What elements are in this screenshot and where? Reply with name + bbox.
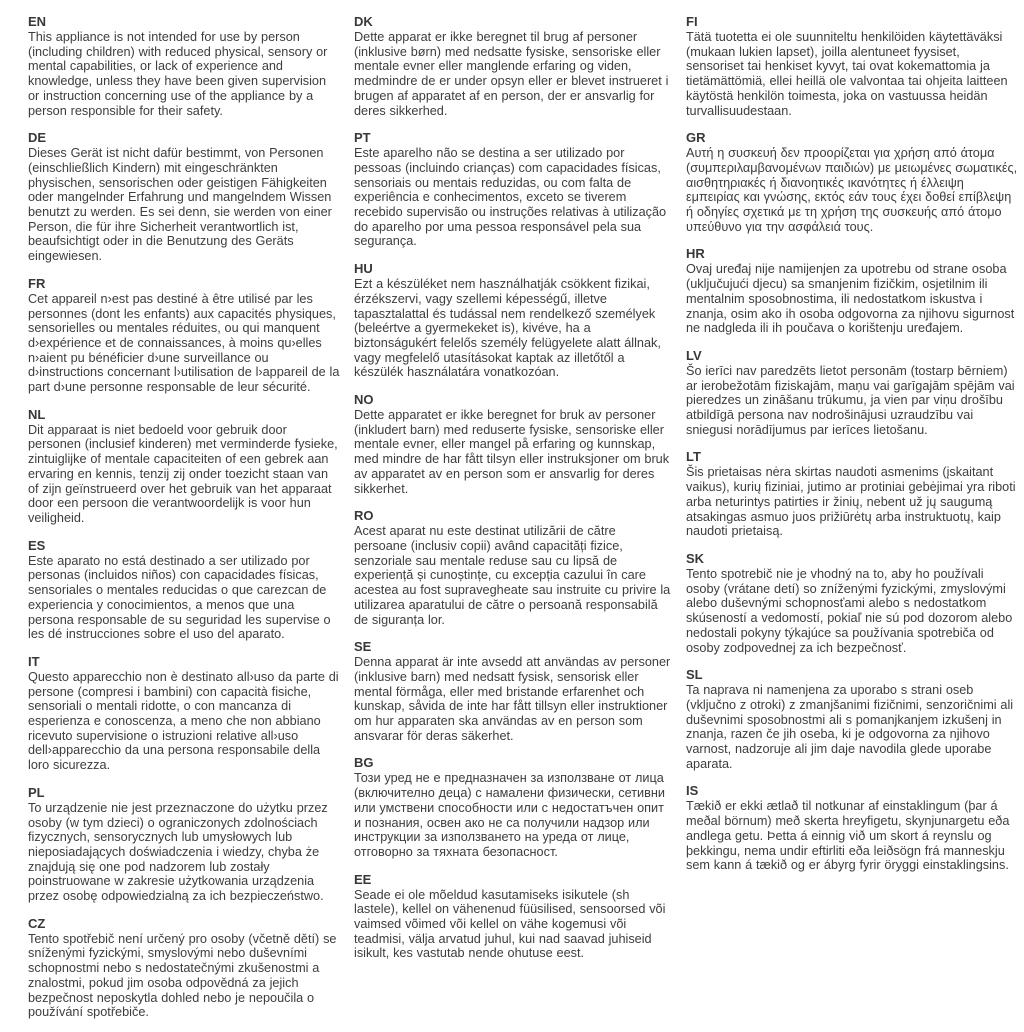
lang-text-sl: Ta naprava ni namenjena za uporabo s strani oseb (vključno z otroki) z zmanjšanimi fizičnimi, senzoričnimi ali duševnimi sposobnostmi ali s pomanjkanjem izkušenj in znanja, razen če jih oseba, ki je odgovorna za njihovo varnost, nadzoruje ali jim daje navodila glede uporabe aparata.: [686, 683, 1014, 771]
lang-text-it: Questo apparecchio non è destinato all›uso da parte di persone (compresi i bambini) con capacità fisiche, sensoriali o mentali ridotte, o con mancanza di esperienza e conoscenza, a meno che non abbiano ricevuto supervisione o istruzioni relative all›uso dell›apparecchio da una persona responsabile della loro sicurezza.: [28, 669, 339, 773]
column-3: [686, 14, 1018, 1032]
lang-text-en: This appliance is not intended for use by person (including children) with reduced physical, sensory or mental capabilities, or lack of experience and knowledge, unless they have been given supervision or instruction concerning use of the appliance by a person responsible for their safety.: [28, 30, 328, 118]
lang-code-se: SE: [354, 639, 372, 655]
lang-code-hr: HR: [686, 246, 705, 262]
lang-code-ee: EE: [354, 871, 372, 887]
lang-code-cz: CZ: [28, 915, 46, 931]
section-ee: [354, 872, 672, 962]
lang-text-ro: Acest aparat nu este destinat utilizării de către persoane (inclusiv copii) având capacități fizice, senzoriale sau mentale reduse sau cu lipsă de experiență și cunoștințe, cu excepția cazului în care acestea au fost supravegheate sau instruite cu privire la utilizarea aparatului de către o persoană responsabilă de siguranța lor.: [354, 524, 671, 627]
lang-text-dk: Dette apparat er ikke beregnet til brug af personer (inklusive børn) med nedsatte fysiske, sensoriske eller mentale evner eller manglende erfaring og viden, medmindre de er under opsyn eller er blevet instrueret i brugen af apparatet af en person, der er ansvarlig for deres sikkerhed.: [354, 30, 669, 118]
lang-code-dk: DK: [354, 14, 373, 29]
column-1: [28, 14, 340, 1032]
section-no: [354, 392, 672, 496]
lang-text-pt: Este aparelho não se destina a ser utilizado por pessoas (incluindo crianças) com capacidades físicas, sensoriais ou mentais reduzidas, ou com falta de experiência e conhecimentos, exceto se tiverem recebido supervisão ou instruções relativas à utilização do aparelho por uma pessoa responsável pela sua segurança.: [354, 146, 667, 249]
section-pt: [354, 130, 672, 249]
lang-code-ro: RO: [354, 508, 374, 524]
lang-text-is: Tækið er ekki ætlað til notkunar af einstaklingum (þar á meðal börnum) með skerta hreyfigetu, skynjunargetu eða andlega getu. Þetta á einnig við um skort á reynslu og þekkingu, nema undir eftirliti eða leiðsögn frá manneskju sem kann á tækið og er ábyrg fyrir öryggi einstaklingsins.: [686, 799, 1010, 873]
lang-code-is: IS: [686, 783, 699, 799]
lang-text-bg: Този уред не е предназначен за използване от лица (включително деца) с намалени физически, сетивни или умствени способности или с недостатъчен опит и познания, освен ако не са получили надзор или инструкции за използването на уреда от лице, отговорно за тяхната безопасност.: [354, 771, 665, 859]
section-ro: [354, 508, 672, 627]
lang-code-hu: HU: [354, 261, 373, 277]
lang-code-nl: NL: [28, 406, 46, 422]
section-se: [354, 639, 672, 743]
lang-code-pl: PL: [28, 784, 45, 800]
lang-code-gr: GR: [686, 130, 706, 146]
lang-code-en: EN: [28, 14, 47, 29]
section-dk: [354, 14, 672, 118]
lang-text-nl: Dit apparaat is niet bedoeld voor gebruik door personen (inclusief kinderen) met verminderde fysieke, zintuiglijke of mentale capaciteiten of een gebrek aan ervaring en kennis, tenzij zij onder toezicht staan van of zijn geïnstrueerd over het gebruik van het apparaat door een persoon die verantwoordelijk is voor hun veiligheid.: [28, 422, 338, 525]
lang-code-sl: SL: [686, 667, 703, 683]
lang-text-es: Este aparato no está destinado a ser utilizado por personas (incluidos niños) con capacidades físicas, sensoriales o mentales reducidas o que carezcan de experiencia y conocimientos, a menos que una persona responsable de su seguridad les supervise o les dé instrucciones sobre el uso del aparato.: [28, 553, 331, 642]
lang-text-no: Dette apparatet er ikke beregnet for bruk av personer (inkludert barn) med reduserte fysiske, sensoriske eller mentale evner, eller mangel på erfaring og kunnskap, med mindre de har fått tilsyn eller instruksjoner om bruk av apparatet av en person som er ansvarlig for deres sikkerhet.: [354, 408, 670, 496]
section-de: [28, 130, 340, 264]
lang-code-lv: LV: [686, 347, 702, 363]
lang-text-de: Dieses Gerät ist nicht dafür bestimmt, von Personen (einschließlich Kindern) mit eingeschränkten physischen, sensorischen oder geistigen Fähigkeiten oder mangelnder Erfahrung und mangelndem Wissen benutzt zu werden. Es sei denn, sie werden von einer Person, die für ihre Sicherheit verantwortlich ist, beaufsichtigt oder in die Benutzung des Geräts eingewiesen.: [28, 146, 332, 264]
lang-code-de: DE: [28, 130, 47, 146]
section-gr: [686, 130, 1018, 234]
section-cz: [28, 916, 340, 1020]
lang-code-lt: LT: [686, 449, 701, 465]
section-en: [28, 14, 340, 118]
lang-text-ee: Seade ei ole mõeldud kasutamiseks isikutele (sh lastele), kellel on vähenenud füüsilised, sensoorsed või vaimsed võimed või kellel on vähe kogemusi või teadmisi, välja arvatud juhul, kui nad saavad juhiseid isikult, kes vastutab nende ohutuse eest.: [354, 887, 666, 961]
section-bg: [354, 755, 672, 859]
section-fi: [686, 14, 1018, 118]
lang-code-sk: SK: [686, 550, 705, 566]
section-nl: [28, 407, 340, 526]
section-lt: [686, 449, 1018, 539]
lang-text-lt: Šis prietaisas nėra skirtas naudoti asmenims (įskaitant vaikus), kurių fiziniai, jutimo ar protiniai gebėjimai yra riboti arba neturintys patirties ir žinių, nebent už jų saugumą atsakingas asmuo juos prižiūrėtų arba instruktuotų, kaip naudoti prietaisą.: [686, 465, 1016, 539]
lang-code-es: ES: [28, 537, 46, 553]
section-it: [28, 654, 340, 773]
lang-code-fi: FI: [686, 14, 698, 29]
lang-code-pt: PT: [354, 130, 371, 146]
lang-text-hr: Ovaj uređaj nije namijenjen za upotrebu od strane osoba (uključujući djecu) sa smanjenim fizičkim, osjetilnim ili mentalnim sposobnostima, ili nedostatkom iskustva i znanja, osim ako ih osoba odgovorna za njihovu sigurnost ne nadgleda ili ih poučava o korištenju uređajem.: [686, 262, 1015, 336]
lang-text-fi: Tätä tuotetta ei ole suunniteltu henkilöiden käytettäväksi (mukaan lukien lapset), joilla alentuneet fyysiset, sensoriset tai henkiset kyvyt, tai ovat kokemattomia ja tietämättömiä, ellei heillä ole valvontaa tai ohjeita laitteen käytöstä henkilön toimesta, joka on vastuussa heidän turvallisuudestaan.: [686, 30, 1008, 118]
lang-code-no: NO: [354, 392, 374, 408]
lang-text-se: Denna apparat är inte avsedd att användas av personer (inklusive barn) med nedsatt fysisk, sensorisk eller mental förmåga, eller med bristande erfarenhet och kunskap, såvida de inte har fått tillsyn eller instruktioner om hur apparaten ska användas av en person som ansvarar för deras säkerhet.: [354, 655, 671, 743]
lang-text-hu: Ezt a készüléket nem használhatják csökkent fizikai, érzékszervi, vagy szellemi képességű, illetve tapasztalattal és tudással nem rendelkező személyek (beleértve a gyermekeket is), kivéve, ha a biztonságukért felelős személy felügyelete alatt állnak, vagy megfelelő utasításokat kaptak az illetőtől a készülék használatára vonatkozóan.: [354, 277, 661, 380]
section-is: [686, 783, 1018, 873]
section-pl: [28, 785, 340, 904]
lang-text-sk: Tento spotrebič nie je vhodný na to, aby ho používali osoby (vrátane detí) so zníženými fyzickými, zmyslovými alebo duševnými schopnosťami alebo s nedostatkom skúseností a vedomostí, pokiaľ nie sú pod dozorom alebo nedostali pokyny týkajúce sa používania spotrebiča od osoby zodpovednej za ich bezpečnosť.: [686, 566, 1013, 655]
column-2: [354, 14, 672, 1032]
lang-text-fr: Cet appareil n›est pas destiné à être utilisé par les personnes (dont les enfants) aux capacités physiques, sensorielles ou mentales réduites, ou qui manquent d›expérience et de connaissances, à moins qu›elles n›aient pu bénéficier d›une surveillance ou d›instructions concernant l›utilisation de l›appareil de la part d›une personne responsable de leur sécurité.: [28, 291, 340, 395]
section-hr: [686, 246, 1018, 336]
lang-code-fr: FR: [28, 275, 46, 291]
section-lv: [686, 348, 1018, 438]
lang-text-gr: Αυτή η συσκευή δεν προορίζεται για χρήση από άτομα (συμπεριλαμβανομένων παιδιών) με μειωμένες σωματικές, αισθητηριακές ή διανοητικές ικανότητες ή έλλειψη εμπειρίας και γνώσης, εκτός εάν τους έχει δοθεί επίβλεψη ή οδηγίες σχετικά με τη χρήση της συσκευής από άτομο υπεύθυνο για την ασφάλειά τους.: [686, 146, 1018, 234]
lang-text-lv: Šo ierīci nav paredzēts lietot personām (tostarp bērniem) ar ierobežotām fiziskajām, maņu vai garīgajām spējām vai pieredzes un zināšanu trūkumu, ja vien par viņu drošību atbildīgā persona nav nodrošinājusi uzraudzību vai sniegusi norādījumus par ierīces lietošanu.: [686, 363, 1015, 437]
section-hu: [354, 261, 672, 380]
section-sk: [686, 551, 1018, 655]
lang-text-pl: To urządzenie nie jest przeznaczone do użytku przez osoby (w tym dzieci) o ograniczonych zdolnościach fizycznych, sensorycznych lub umysłowych lub nieposiadających doświadczenia i wiedzy, chyba że znajdują się one pod nadzorem lub zostały poinstruowane w zakresie użytkowania urządzenia przez osobę odpowiedzialną za ich bezpieczeństwo.: [28, 800, 328, 904]
section-es: [28, 538, 340, 642]
lang-code-bg: BG: [354, 755, 374, 771]
lang-code-it: IT: [28, 653, 40, 669]
lang-text-cz: Tento spotřebič není určený pro osoby (včetně dětí) se sníženými fyzickými, smyslovými nebo duševními schopnostmi nebo s nedostatečnými zkušenostmi a znalostmi, pokud jim osoba odpovědná za jejich bezpečnost neposkytla dohled nebo je nepoučila o používání spotřebiče.: [28, 931, 337, 1020]
section-fr: [28, 276, 340, 395]
section-sl: [686, 667, 1018, 771]
